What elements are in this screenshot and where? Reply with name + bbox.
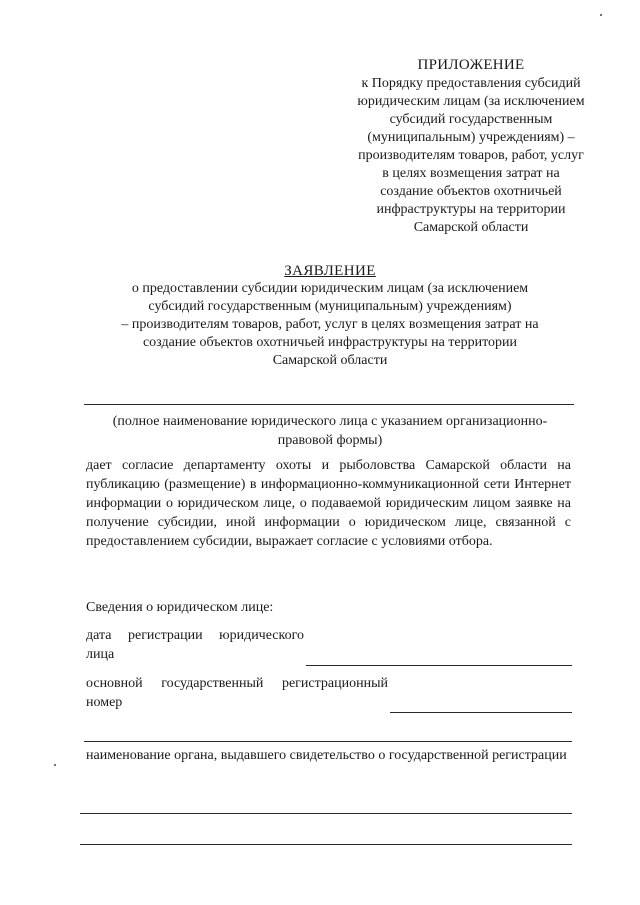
- registration-date-field[interactable]: [306, 665, 572, 666]
- appendix-block: [340, 56, 602, 237]
- ogrn-field[interactable]: [390, 712, 572, 713]
- appendix-line: инфраструктуры на территории: [376, 202, 566, 217]
- appendix-line: производителям товаров, работ, услуг: [358, 148, 584, 163]
- application-subtitle-line: – производителям товаров, работ, услуг в целях возмещения затрат на: [121, 317, 539, 332]
- application-subtitle-line: субсидий государственным (муниципальным) учреждениям): [148, 299, 512, 314]
- registering-authority-field-1[interactable]: [80, 813, 572, 814]
- ogrn-label: [86, 674, 388, 712]
- appendix-line: субсидий государственным: [389, 112, 553, 127]
- registering-authority-field-2[interactable]: [80, 844, 572, 845]
- entity-name-field[interactable]: [84, 404, 574, 405]
- appendix-title: ПРИЛОЖЕНИЕ: [417, 57, 525, 73]
- label-line: дата регистрации юридического: [86, 628, 304, 643]
- application-title-block: [80, 262, 580, 370]
- application-subtitle-line: Самарской области: [272, 353, 388, 368]
- application-subtitle-line: о предоставлении субсидии юридическим лицам (за исключением: [131, 281, 529, 296]
- scan-speck: [600, 14, 602, 16]
- entity-caption-line: правовой формы): [277, 433, 383, 448]
- registering-authority-label: наименование органа, выдавшего свидетельство о государственной регистрации: [86, 748, 567, 763]
- entity-caption-line: (полное наименование юридического лица с указанием организационно-: [112, 414, 548, 429]
- appendix-line: юридическим лицам (за исключением: [357, 94, 585, 109]
- legal-entity-info-title: Сведения о юридическом лице:: [86, 600, 274, 615]
- registration-date-label: [86, 626, 304, 664]
- label-line: номер: [86, 695, 123, 710]
- separator-rule: [84, 741, 572, 742]
- consent-paragraph: дает согласие департаменту охоты и рыболовства Самарской области на публикацию (размещение) в информационно-коммуникационной сети Интернет информации о юридическом лице, о подаваемой юридическим лицом заявке на получение субсидии, иной информации о юридическом лице, связанной с предоставлением субсидии, выражает согласие с условиями отбора.: [86, 458, 571, 549]
- entity-name-caption: [82, 412, 578, 450]
- appendix-line: к Порядку предоставления субсидий: [361, 76, 581, 91]
- label-line: основной государственный регистрационный: [86, 676, 388, 691]
- appendix-line: (муниципальным) учреждениям) –: [367, 130, 575, 145]
- appendix-line: создание объектов охотничьей: [380, 184, 562, 199]
- application-subtitle-line: создание объектов охотничьей инфраструктуры на территории: [142, 335, 518, 350]
- application-heading: ЗАЯВЛЕНИЕ: [284, 263, 376, 279]
- scan-speck: [54, 764, 56, 766]
- appendix-line: в целях возмещения затрат на: [382, 166, 560, 181]
- appendix-line: Самарской области: [413, 220, 529, 235]
- label-line: лица: [86, 647, 115, 662]
